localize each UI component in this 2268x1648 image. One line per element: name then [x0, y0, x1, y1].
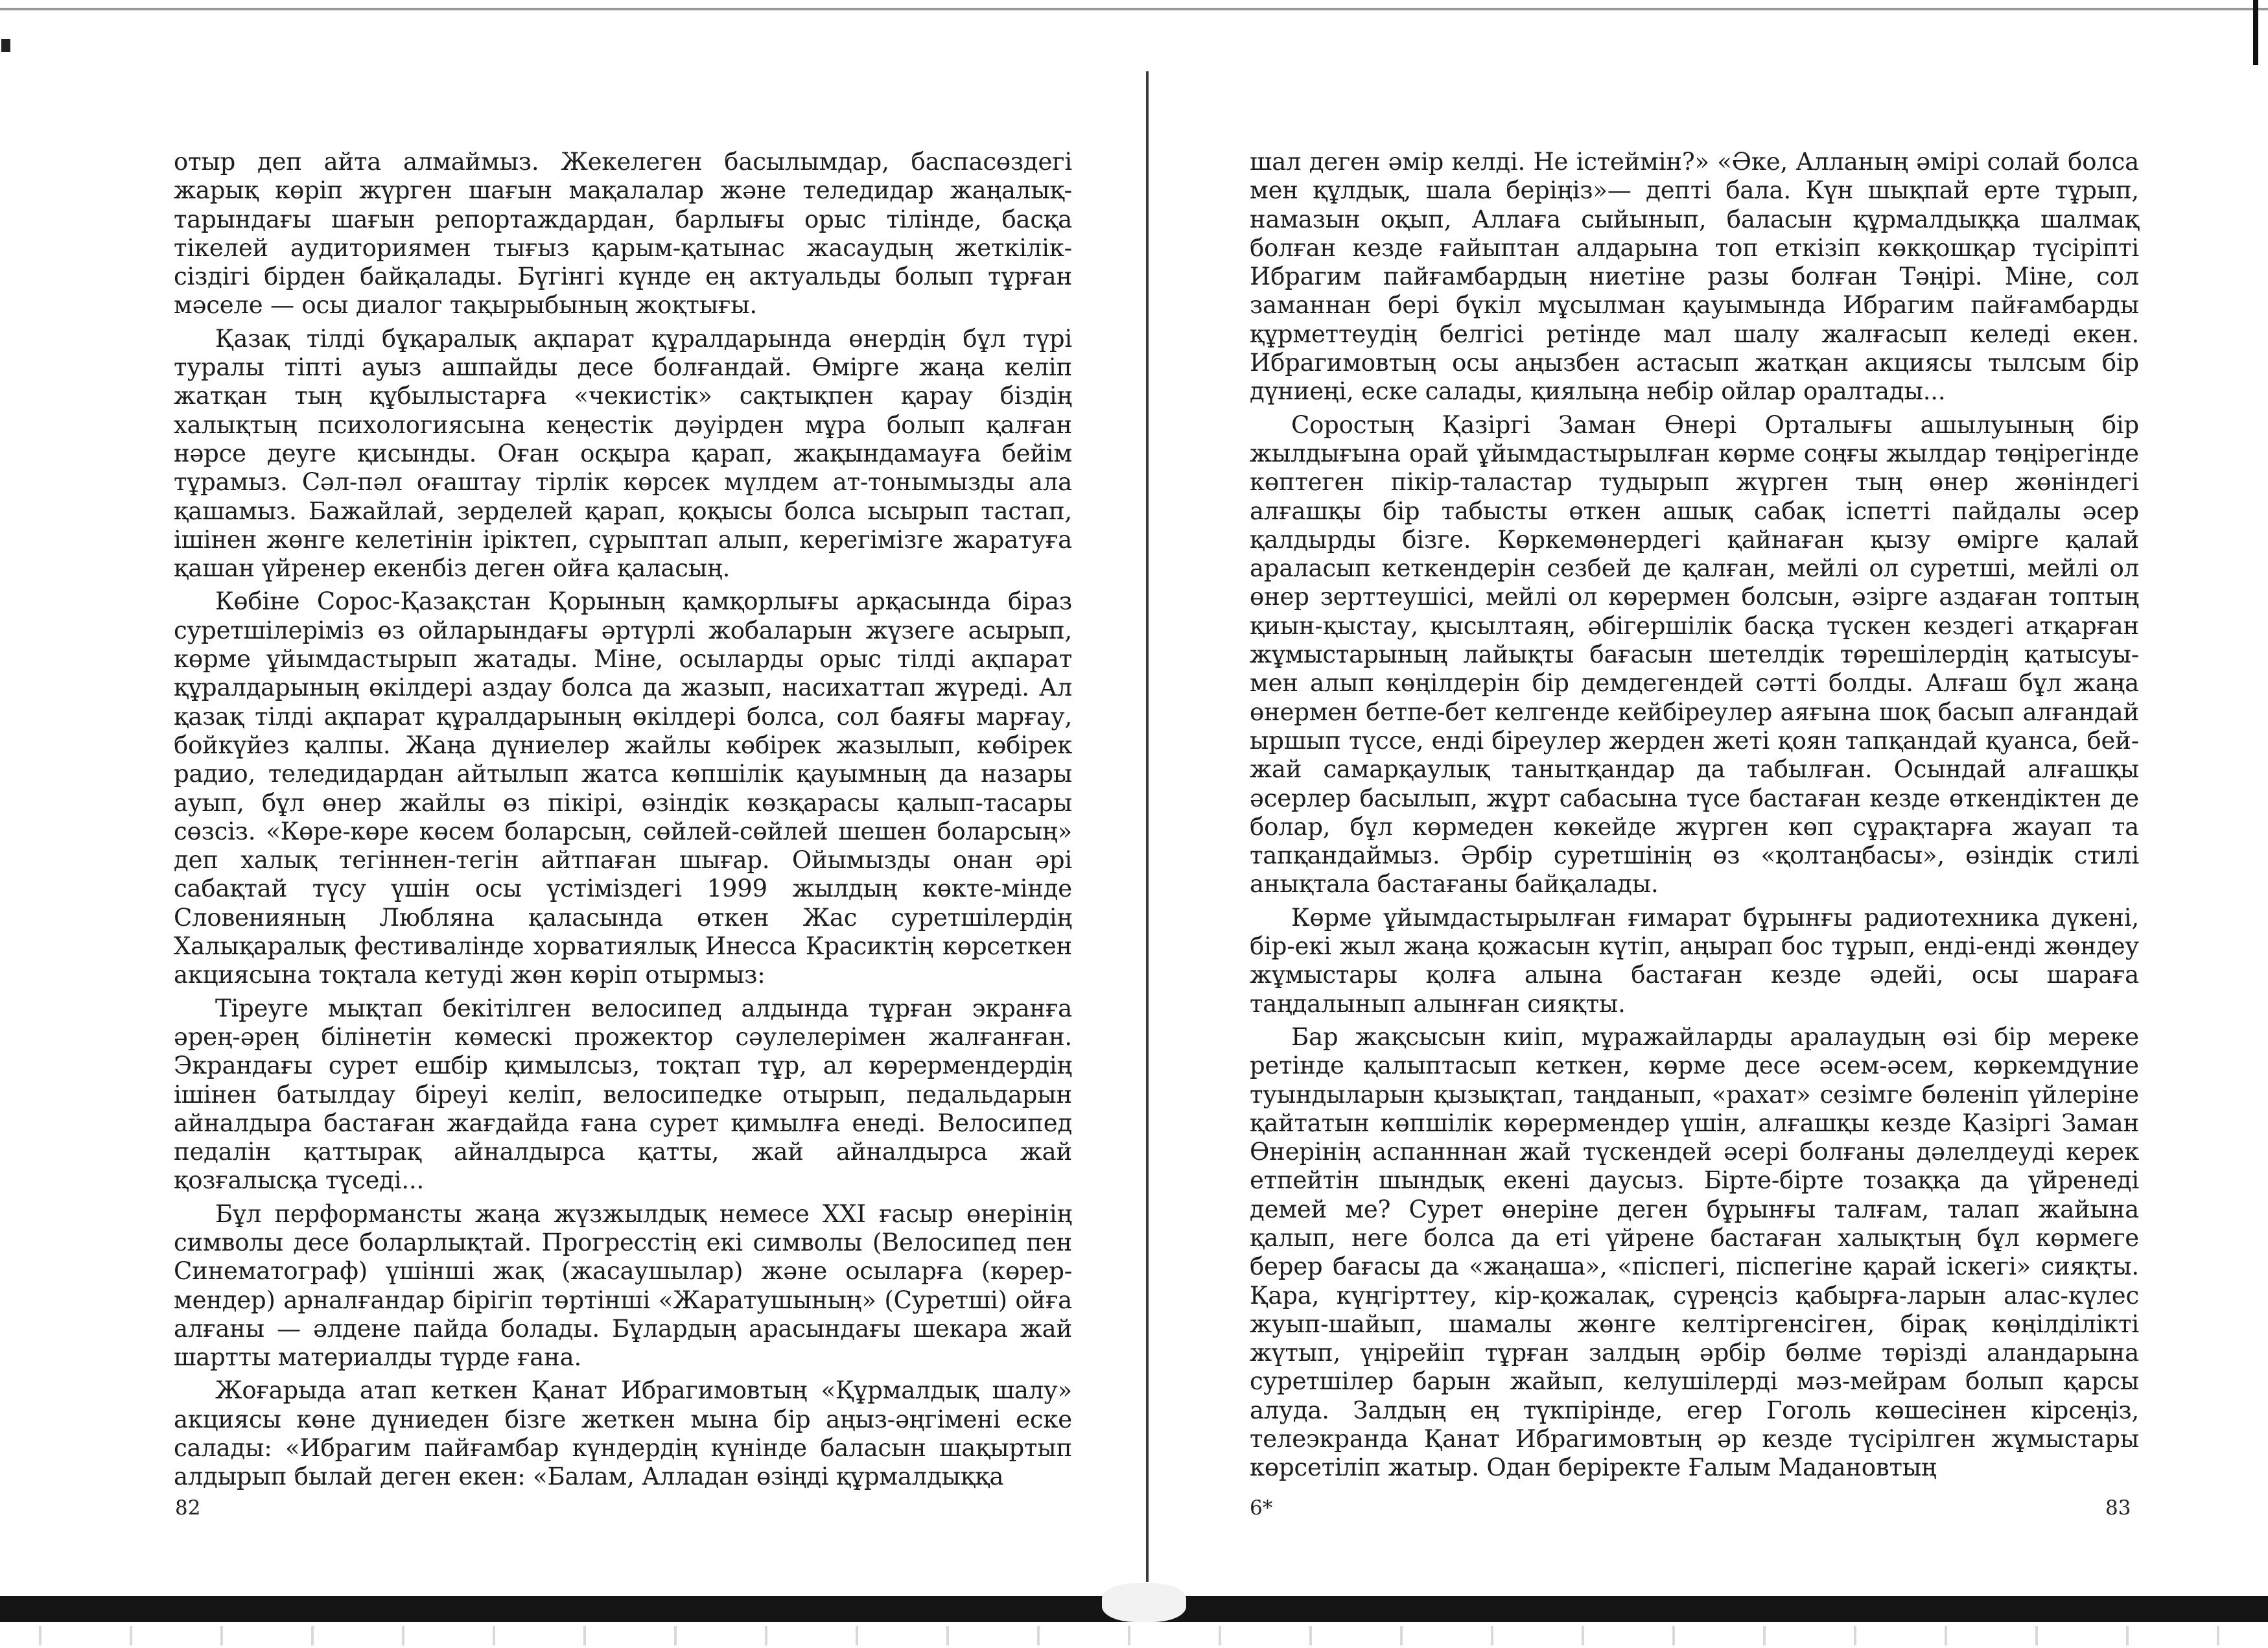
- left-paragraph-6: Жоғарыда атап кеткен Қанат Ибрагимовтың «Құрмалдық шалу» акциясы көне дүниеден бізге жеткен мына бір аңыз-әңгімені еске салады: «Ибрагим пайғамбар күндердің күнінде баласын шақыртып алдырып былай деген екен: «Балам, Алладан өзіңді құрмалдыққа: [174, 1376, 1072, 1491]
- scan-corner-mark: [1, 39, 10, 52]
- right-page-number: 83: [2105, 1496, 2131, 1520]
- right-paragraph-4: Бар жақсысын киіп, мұражайларды аралаудың өзі бір мереке ретінде қалыптасып кеткен, көрме десе әсем-әсем, көркемдүние туындыларын қызықтап, таңданып, «рахат» сезімге бөленіп үйлеріне қайтатын көпшілік көрермендер үшін, алғашқы кезде Қазіргі Заман Өнерінің аспанннан жай түскендей әсері болғаны дәлелдеуді керек етпейтін шындық екені даусыз. Бірте-бірте тозаққа да үйренеді демей ме? Сурет өнеріне деген бұрынғы талғам, талап жайына қалып, неге болса да еті үйрене бастаған халықтың бұл көрмеге берер бағасы да «жаңаша», «піспегі, піспегіне қарай іскегі» сияқты. Қара, күңгірттеу, кір-қожалақ, сүреңсіз қабырға-ларын алас-күлес жуып-шайып, шамалы жөнге келтіргенсіген, бірақ көңілділікті жүтып, үңірейіп тұрған залдың әрбір бөлме төрізді аландарына суретшілер барын жайып, келушілерді мәз-мейрам болып қарсы алуда. Залдың ең түкпірінде, егер Гоголь көшесінен кірсеңіз, телеэкранда Қанат Ибрагимовтың әр кезде түсірілген жұмыстары көрсетіліп жатыр. Одан беріректе Ғалым Мадановтың: [1250, 1022, 2139, 1482]
- right-page: [1250, 148, 2139, 1535]
- left-page-number: 82: [175, 1496, 201, 1520]
- left-page: [174, 148, 1072, 1535]
- scan-noise: [0, 1626, 2268, 1645]
- left-paragraph-5: Бұл перформансты жаңа жүзжылдық немесе XXI ғасыр өнерінің символы десе боларлықтай. Прогресстің екі символы (Велосипед пен Синематограф) үшінші жақ (жасаушылар) және осыларға (көрер-мендер) арналғандар бірігіп төртінші «Жаратушының» (Суретші) ойға алғаны — әлдене пайда болады. Бұлардың арасындағы шекара жай шартты материалды түрде ғана.: [174, 1199, 1072, 1372]
- right-paragraph-3: Көрме ұйымдастырылған ғимарат бұрынғы радиотехника дүкені, бір-екі жыл жаңа қожасын күтіп, аңырап бос тұрып, енді-енді жөндеу жұмыстары қолға алына бастаған кезде әдейі, осы шараға таңдалынып алынған сияқты.: [1250, 903, 2139, 1018]
- left-paragraph-2: Қазақ тілді бұқаралық ақпарат құралдарында өнердің бұл түрі туралы тіпті ауыз ашпайды десе болғандай. Өмірге жаңа келіп жатқан тың құбылыстарға «чекистік» сақтықпен қарау біздің халықтың психологиясына кеңестік дәуірден мұра болып қалған нәрсе деуге қисынды. Оған осқыра қарап, жақындамауға бейім тұрамыз. Сәл-пәл оғаштау тірлік көрсек мүлдем ат-тонымызды ала қашамыз. Бажайлай, зерделей қарап, қоқысы болса ысырып тастап, ішінен жөнге келетінін іріктеп, сұрыптап алып, керегімізге жаратуға қашан үйренер екенбіз деген ойға қаласың.: [174, 324, 1072, 583]
- right-paragraph-2: Соростың Қазіргі Заман Өнері Орталығы ашылуының бір жылдығына орай ұйымдастырылған көрме соңғы жылдар төңірегінде көптеген пікір-таластар тудырып жүрген тың өнер жөніндегі алғашқы бір табысты өткен ашық сабақ іспетті пайдалы әсер қалдырды бізге. Көркемөнердегі қайнаған қызу өмірге қалай араласып кеткендерін сезбей де қалған, мейлі ол суретші, мейлі ол өнер зерттеушісі, мейлі ол көрермен болсын, әзірге аздаған топтың қиын-қыстау, қысылтаяң, әбігершілік басқа түскен кездегі атқарған жұмыстарының лайықты бағасын шетелдік төрешілердің қатысуы-мен алып көңілдерін бір демдегендей сәтті болды. Алғаш бұл жаңа өнермен бетпе-бет келгенде кейбіреулер аяғына шоқ басып алғандай ыршып түссе, енді біреулер жерден жеті қоян тапқандай қуанса, бей-жай самарқаулық танытқандар да табылған. Осындай алғашқы әсерлер басылып, жұрт сабасына түсе бастаған кезде өткендіктен де болар, бұл көрмеден көкейде жүрген көп сұрақтарға жауап та тапқандаймыз. Әрбір суретшінің өз «қолтаңбасы», өзіндік стилі анықтала бастағаны байқалады.: [1250, 410, 2139, 899]
- signature-mark: 6*: [1250, 1496, 1273, 1520]
- left-paragraph-1: отыр деп айта алмаймыз. Жекелеген басылымдар, баспасөздегі жарық көріп жүрген шағын мақалалар және теледидар жаңалық-тарындағы шағын репортаждардан, барлығы орыс тілінде, басқа тікелей аудиториямен тығыз қарым-қатынас жасаудың жеткілік-сіздігі бірден байқалады. Бүгінгі күнде ең актуальды болып тұрған мәселе — осы диалог тақырыбының жоқтығы.: [174, 148, 1072, 320]
- left-paragraph-4: Тіреуге мықтап бекітілген велосипед алдында тұрған экранға әрең-әрең білінетін көмескі прожектор сәулелерімен жалғанған. Экрандағы сурет ешбір қимылсыз, тоқтап тұр, ал көрермендердің ішінен батылдау біреуі келіп, велосипедке отырып, педальдарын айналдыра бастаған жағдайда ғана сурет қимылға енеді. Велосипед педалін қаттырақ айналдырса қатты, жай айналдырса жай қозғалысқа түседі...: [174, 994, 1072, 1195]
- scan-top-edge: [0, 8, 2268, 10]
- scan-artifact: [1102, 1583, 1186, 1622]
- book-spine-line: [1146, 71, 1149, 1582]
- scan-right-edge-mark: [2253, 0, 2258, 65]
- scan-bottom-edge: [0, 1596, 2268, 1648]
- left-paragraph-3: Көбіне Сорос-Қазақстан Қорының қамқорлығы арқасында біраз суретшілеріміз өз ойларындағы әртүрлі жобаларын жүзеге асырып, көрме ұйымдастырып жатады. Міне, осыларды орыс тілді ақпарат құралдарының өкілдері аздау болса да жазып, насихаттап жүреді. Ал қазақ тілді ақпарат құралдарының өкілдері болса, сол баяғы марғау, бойкүйез қалпы. Жаңа дүниелер жайлы көбірек жазылып, көбірек радио, теледидардан айтылып жатса көпшілік қауымның да назары ауып, бұл өнер жайлы өз пікірі, өзіндік көзқарасы қалып-тасары сөзсіз. «Көре-көре көсем боларсың, сөйлей-сөйлей шешен боларсың» деп халық тегіннен-тегін айтпаған шығар. Ойымызды онан әрі сабақтай түсу үшін осы үстіміздегі 1999 жылдың көкте-мінде Словенияның Любляна қаласында өткен Жас суретшілердің Халықаралық фестивалінде хорватиялық Инесса Красиктің көрсеткен акциясына тоқтала кетуді жөн көріп отырмыз:: [174, 587, 1072, 989]
- right-paragraph-1: шал деген әмір келді. Не істеймін?» «Әке, Алланың әмірі солай болса мен құлдық, шала беріңіз»— депті бала. Күн шықпай ерте тұрып, намазын оқып, Аллаға сыйынып, баласын құрмалдыққа шалмақ болған кезде ғайыптан алдарына топ еткізіп көкқошқар түсіріпті Ибрагим пайғамбардың ниетіне разы болған Тәңірі. Міне, сол заманнан бері бүкіл мұсылман қауымында Ибрагим пайғамбарды құрметтеудің белгісі ретінде мал шалу жалғасып келеді екен. Ибрагимовтың осы аңызбен астасып жатқан акциясы тылсым бір дүниеңі, еске салады, қиялыңа небір ойлар оралтады...: [1250, 148, 2139, 406]
